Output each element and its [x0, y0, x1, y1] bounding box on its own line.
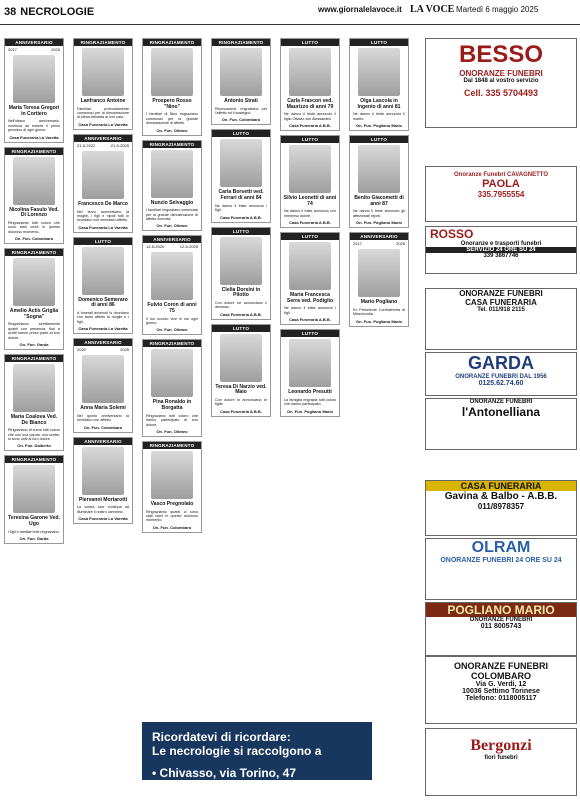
obituary-notice: RINGRAZIAMENTO Maria Coalova Ved. De Bianco Ringraziano di cuore tutti coloro che con una parola, uno scritto, si sono uniti al loro dolore. On. Fun. Dalberto: [4, 354, 64, 452]
obituary-notice: LUTTO Benito Giacometti di anni 87 Ne danno il triste annuncio gli affezionati nipoti. On. Fun. Pogliano Mario: [349, 135, 409, 228]
obituary-notice: ANNIVERSARIO 12-5-2020 12-5-2025 Fulvio Coron di anni 75 Il tuo ricordo vive in noi ogni giorno. On. Fun. Ollearo: [142, 235, 202, 335]
portrait-photo: [358, 48, 400, 96]
portrait-photo: [220, 237, 262, 285]
portrait-photo: [220, 334, 262, 382]
page-header: [0, 0, 580, 25]
obituary-notice: ANNIVERSARIO 2017 2025 Mario Pogliano Ex Presidente Confraternita di Misericordia. On. Fun. Pogliano Mario: [349, 232, 409, 326]
rosso-ad: ROSSO Onoranze e trasporti funebri SERVIZIO 24 ORE SU 24 339 3867746: [425, 226, 577, 274]
portrait-photo: [82, 447, 124, 495]
footer-banner: Ricordatevi di ricordare: Le necrologie si raccolgono a • Chivasso, via Torino, 47: [142, 722, 372, 780]
page-number: 38: [4, 6, 17, 18]
obituary-column-6: [349, 38, 409, 331]
portrait-photo: [220, 48, 262, 96]
obituary-notice: RINGRAZIAMENTO Pina Ronaldo in Borgatta Ringraziano tutti coloro che hanno partecipato al loro dolore. On. Fun. Ollearo: [142, 339, 202, 437]
obituary-column-4: [211, 38, 271, 421]
portrait-photo: [289, 242, 331, 290]
obituary-notice: LUTTO Silvio Leonetti di anni 74 Ne danno il triste annuncio con immenso dolore. Casa Funeraria A.B.B.: [280, 135, 340, 228]
obituary-notice: ANNIVERSARIO 2017 2025 Maria Teresa Gregori in Cortiero Nell'ottavo anniversario, continua ad essere il primo pensiero di ogni giorno. Casa Funeraria La Varetta: [4, 38, 64, 143]
portrait-photo: [82, 48, 124, 96]
obituary-notice: LUTTO Carla Frascon ved. Maurizzo di anni 79 Ne danno il triste annuncio il figlio Ottavio con Alessandra. Casa Funeraria A.B.B.: [280, 38, 340, 131]
obituary-notice: RINGRAZIAMENTO Prospero Rosso "Nino" I familiari di Nino ringraziano commossi per la grande dimostrazione di affetto. On. Fun. Ollearo: [142, 38, 202, 136]
portrait-photo: [82, 247, 124, 295]
portrait-photo: [151, 48, 193, 96]
pogliano-ad: POGLIANO MARIO ONORANZE FUNEBRI 011 8005743: [425, 602, 577, 656]
obituary-column-3: [142, 38, 202, 537]
obituary-notice: ANNIVERSARIO Piervanni Mortarotti La vostra luce continua ad illuminare il nostro cammino. Casa Funeraria La Varetta: [73, 437, 133, 524]
obituary-notice: RINGRAZIAMENTO Amelio Actis Griglia "Sogna" Ringraziamo sentitamente quanti con presenza, fiori e scritti hanno preso parte al loro dolore. On. Fun. Garda: [4, 248, 64, 350]
portrait-photo: [151, 252, 193, 300]
obituary-notice: LUTTO Teresa Di Narzio ved. Maio Con dolore lo annunciano le figlie. Casa Funeraria A.B.B.: [211, 324, 271, 417]
obituary-notice: LUTTO Clelia Dorsini in Pilotto Con dolore ne annunciano il decesso. Casa Funeraria A.B.B.: [211, 227, 271, 320]
colombaro-ad: ONORANZE FUNEBRI COLOMBARO Via G. Verdi, 12 10036 Settimo Torinese Telefono: 0118005117: [425, 656, 577, 724]
obituary-notice: RINGRAZIAMENTO Antonio Strati Riconoscenti, ringraziano per l'affetto ed il sostegno. On. Fun. Colombaro: [211, 38, 271, 125]
obituary-notice: ANNIVERSARIO 21-5-2022 21-5-2025 Francesco De Marco Nel terzo anniversario la moglie, i figli e nipoti tutti lo ricordano con immutato affetto. Casa Funeraria La Varetta: [73, 134, 133, 233]
portrait-photo: [82, 151, 124, 199]
portrait-photo: [13, 157, 55, 205]
section-title: NECROLOGIE: [20, 6, 95, 18]
obituary-notice: LUTTO Carla Borsetti ved. Ferrari di anni 84 Ne danno il triste annuncio i figli. Casa Funeraria A.B.B.: [211, 129, 271, 222]
cavagnetto-ad: Onoranze Funebri CAVAGNETTO PAOLA 335.7955554: [425, 166, 577, 222]
portrait-photo: [220, 139, 262, 187]
portrait-photo: [289, 339, 331, 387]
olram-ad: OLRAM ONORANZE FUNEBRI 24 ORE SU 24: [425, 538, 577, 600]
portrait-photo: [13, 55, 55, 103]
obituary-column-1: [4, 38, 64, 548]
publication-date: Martedì 6 maggio 2025: [456, 5, 539, 14]
obituary-column-2: [73, 38, 133, 528]
obituary-notice: LUTTO Domenico Semeraro di anni 86 A funerali avvenuti lo ricordano con tanto affetto la moglie e i figli. Casa Funeraria La Varetta: [73, 237, 133, 335]
portrait-photo: [358, 249, 400, 297]
besso-ad: BESSO ONORANZE FUNEBRI Dal 1848 al vostro servizio Cell. 335 5704493: [425, 38, 577, 128]
portrait-photo: [358, 145, 400, 193]
obituary-notice: LUTTO Maria Francesca Serra ved. Podiglio Ne danno il triste annuncio i figli. Casa Funeraria A.B.B.: [280, 232, 340, 325]
obituary-notice: RINGRAZIAMENTO Lanfranco Antoine Familiari, profondamente commossi per la dimostrazione di stima tributata al loro caro. Casa Funeraria La Varetta: [73, 38, 133, 130]
obituary-column-5: [280, 38, 340, 421]
portrait-photo: [82, 355, 124, 403]
portrait-photo: [13, 258, 55, 306]
bergonzi-ad: Bergonzi fiori funebri: [425, 728, 577, 796]
obituary-notice: RINGRAZIAMENTO Nicolina Fasulo Ved. Di Lorenzo Ringraziamo tutti coloro che sono stati vicini in questo doloroso momento. On. Fun. Colombaro: [4, 147, 64, 245]
casa-funeraria-ad: ONORANZE FUNEBRI CASA FUNERARIA Tel. 011/918 2115: [425, 288, 577, 350]
gavina-balbo-ad: CASA FUNERARIA Gavina & Balbo - A.B.B. 011/8978357: [425, 480, 577, 536]
portrait-photo: [151, 150, 193, 198]
portrait-photo: [151, 349, 193, 397]
obituary-notice: RINGRAZIAMENTO Nunzio Selvaggio I familiari ringraziano commossi per la grande dimostrazione di affetto ricevuta. On. Fun. Ollearo: [142, 140, 202, 232]
portrait-photo: [289, 48, 331, 96]
obituary-notice: LUTTO Olga Lascola in Ingenio di anni 81 Ne danno il triste annuncio il marito. On. Fun. Pogliano Mario: [349, 38, 409, 131]
obituary-notice: RINGRAZIAMENTO Vasco Pregnolato Ringraziamo quanti ci sono stati vicini in questo doloroso momento. On. Fun. Colombaro: [142, 441, 202, 533]
garda-ad: GARDA ONORANZE FUNEBRI DAL 1956 0125.62.74.60: [425, 352, 577, 396]
portrait-photo: [289, 145, 331, 193]
obituary-notice: LUTTO Leonardo Presutti La famiglia ringrazia tutti coloro che hanno partecipato. On. Fun. Pogliano Mario: [280, 329, 340, 416]
obituary-notice: ANNIVERSARIO 2020 2025 Anna Maria Solemi Nel quinto anniversario la ricordano con affetto. On. Fun. Colombaro: [73, 338, 133, 432]
site-url[interactable]: www.giornalelavoce.it: [318, 5, 402, 14]
portrait-photo: [13, 465, 55, 513]
paper-title: LA VOCE: [410, 4, 455, 15]
portrait-photo: [151, 451, 193, 499]
obituary-notice: RINGRAZIAMENTO Teresina Garone Ved. Ugo I figli e familiari tutti ringraziano. On. Fun. Garda: [4, 455, 64, 544]
antonelliana-ad: ONORANZE FUNEBRI l'Antonelliana: [425, 398, 577, 450]
portrait-photo: [13, 364, 55, 412]
